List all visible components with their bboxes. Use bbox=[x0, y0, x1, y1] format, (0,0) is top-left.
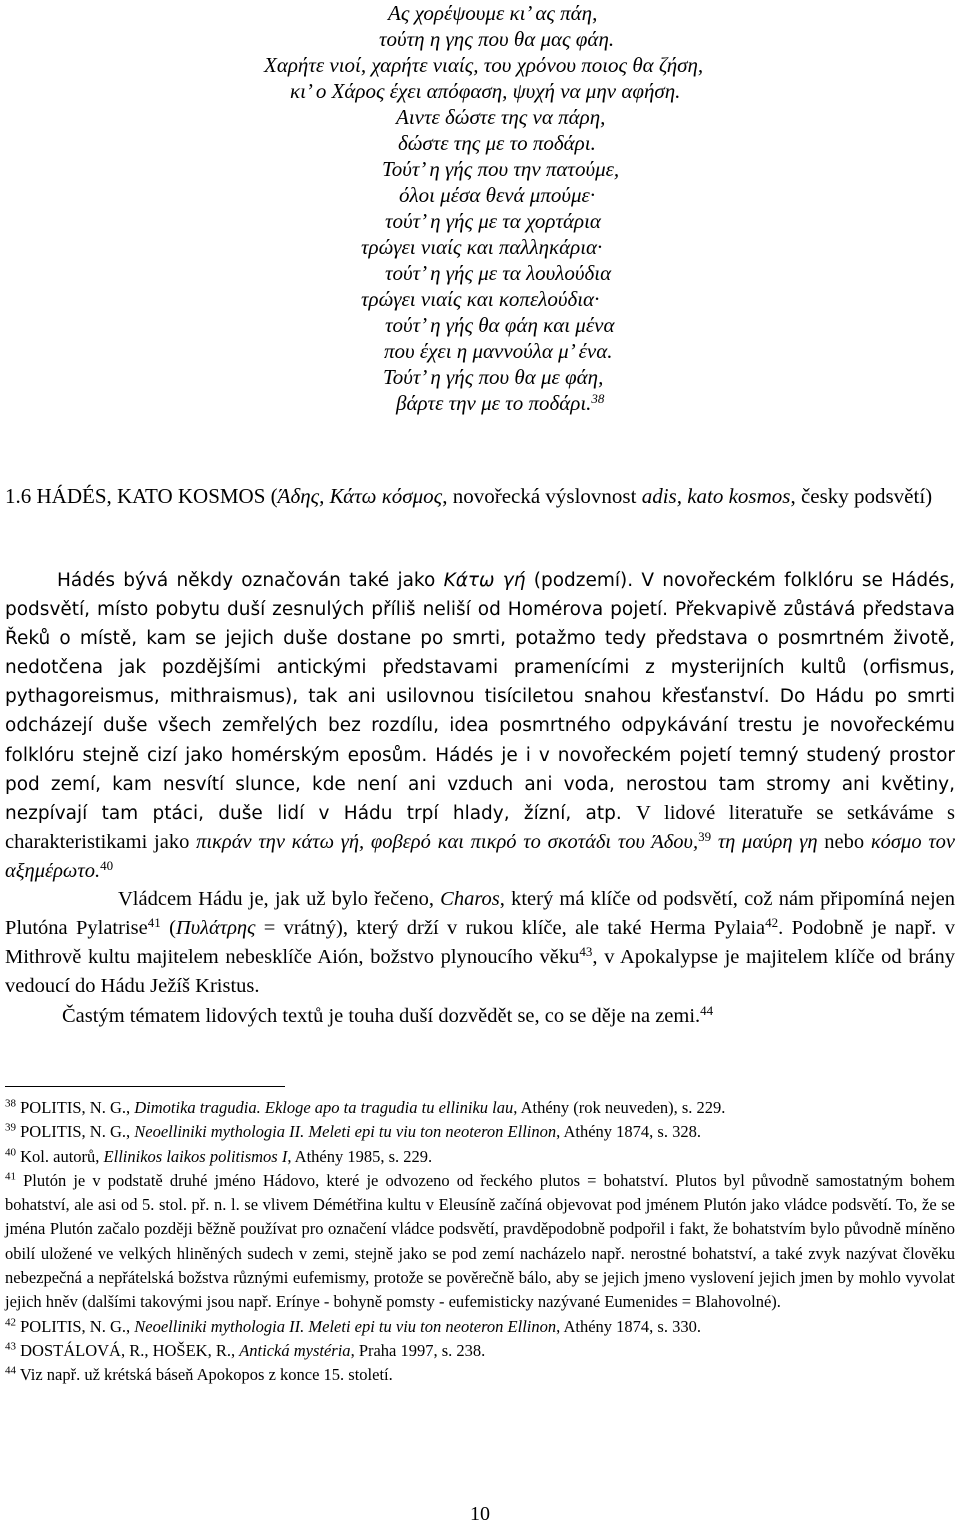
footnote-text: , Praha 1997, s. 238. bbox=[350, 1340, 486, 1360]
poem-line: κι’ ο Χάρος έχει απόφαση, ψυχή να μην αφήση. bbox=[290, 79, 681, 103]
footnote-ref: 41 bbox=[147, 914, 161, 930]
footnote-number: 41 bbox=[5, 1170, 16, 1183]
par2-text-d: = vrátný), který drží v rukou klíče, ale také Herma Pylaia bbox=[255, 917, 766, 940]
heading-tail: , česky podsvětí) bbox=[790, 484, 933, 508]
page-number: 10 bbox=[470, 1503, 490, 1525]
par1-text-b: (podzemí). V novořeckém folklóru se Hádés, podsvětí, místo pobytu duší zesnulých příliš neliší od Homérova pojetí. Překvapivě zůstává představa Řeků o místě, kam se jejich duše dostane po smrti, potažmo tedy představa o posmrtném životě, nedotčena jak pozdějšími antickými představami pramenícími z mysterijních kultů (orfismus, pythagoreismus, mithraismus), tak ani usilovnou tisíciletou snahou křesťanství. Do Hádu po smrti odcházejí duše všech zemřelých bez rozdílu, idea posmrtného odpykávání trestu je novořeckému folklóru stejně cizí jako homérským eposům. Hádés je i v novořeckém pojetí temný studený prostor pod zemí, kam nesvítí slunce, kde není ani vzduch ani voda, nerostou tam stromy ani květiny, nezpívají tam ptáci, duše lidí v Hádu trpí hlady, žízní, atp. bbox=[5, 570, 955, 824]
footnote-title: Neoelliniki mythologia II. Meleti epi tu viu ton neoteron Ellinon bbox=[134, 1122, 557, 1142]
section-heading bbox=[5, 482, 955, 510]
par1-greek-a: Κάτω γή bbox=[443, 570, 526, 591]
footnote-title: Antická mystéria bbox=[239, 1340, 351, 1360]
paragraph-1 bbox=[5, 566, 955, 886]
poem-line bbox=[396, 390, 604, 416]
footnote-ref: 39 bbox=[698, 828, 712, 844]
poem-line: Χαρήτε νιοί, χαρήτε νιαίς, του χρόνου ποιος θα ζήση, bbox=[264, 53, 704, 77]
footnote-text: , Athény (rok neuveden), s. 229. bbox=[513, 1098, 726, 1117]
heading-number: 1.6 bbox=[5, 484, 32, 508]
footnote-number: 38 bbox=[5, 1097, 16, 1110]
par3-text: Častým tématem lidových textů je touha duší dozvědět se, co se děje na zemi. bbox=[62, 1005, 701, 1027]
par1-text-a: Hádés bývá někdy označován také jako bbox=[57, 570, 444, 591]
poem-line: τρώγει νιαίς και παλληκάρια· bbox=[361, 235, 603, 259]
par2-text-a: Vládcem Hádu je, jak už bylo řečeno, bbox=[118, 888, 441, 910]
poem-line: τούτ’ η γής με τα λουλούδια bbox=[385, 261, 612, 285]
footnote-number: 43 bbox=[5, 1340, 16, 1353]
par1-greek-d: κόσμο τον αξημέρωτο. bbox=[5, 830, 956, 882]
footnote-title: Ellinikos laikos politismos I bbox=[103, 1146, 288, 1166]
par2-text-b: , který má klíče od podsvětí, což nám připomíná nejen Plutóna Pylatrise bbox=[5, 888, 956, 940]
footnote-text: , Athény 1874, s. 328. bbox=[556, 1122, 701, 1142]
footnote-38 bbox=[5, 1096, 955, 1120]
par2-greek: Πυλάτρης bbox=[175, 917, 256, 940]
footnote-number: 42 bbox=[5, 1316, 16, 1329]
footnote-text: POLITIS, N. G., bbox=[16, 1122, 135, 1142]
poem-line: όλοι μέσα θενά μπούμε· bbox=[399, 183, 596, 207]
footnote-title: Dimotika tragudia. Ekloge apo ta tragudia tu elliniku lau bbox=[134, 1098, 514, 1117]
paragraph-3 bbox=[5, 1002, 955, 1031]
footnote-41 bbox=[5, 1169, 955, 1315]
heading-translit: adis, kato kosmos bbox=[641, 484, 791, 508]
footnote-number: 44 bbox=[5, 1364, 16, 1377]
par2-charos: Charos bbox=[440, 888, 500, 910]
footnote-text: , Athény 1874, s. 330. bbox=[556, 1316, 701, 1336]
poem-line: Τούτ’ η γής που θα με φάη, bbox=[383, 365, 604, 389]
paragraph-2 bbox=[5, 885, 955, 1001]
footnote-ref: 40 bbox=[100, 857, 114, 873]
poem-line: Τούτ’ η γής που την πατούμε, bbox=[382, 157, 620, 181]
footnote-ref: 44 bbox=[700, 1002, 714, 1018]
footnote-text: Plutón je v podstatě druhé jméno Hádovo, které je odvozeno od řeckého plutos = bohatství. Plutos byl původně samostatným bohem bohatství, ale asi od 5. stol. př. n. l. se vlivem Démétřina kultu v Eleusíně začíná objevovat pod jménem Plutón jako vládce podsvětí. To, že se jména Plutón začalo později běžně používat pro označení vládce podsvětí, pravděpodobně podpořil i fakt, že bohatstvím bylo původně míněno obilí uložené ve velkých hliněných sudech v zemi, stejně jako se pod zemí nacházelo např. nerostné bohatství, a také zvyk nazývat člověku nebezpečná a nepřátelská božstva různými eufemismy, protože se pověrečně bálo, aby se jejich jmeno vyslovení jejich jmen by mohlo vyvolat jejich hněv (dalšími takovými jsou např. Erínye - bohyně pomsty - eufemisticky nazývané Eumenides = Blahovolné). bbox=[5, 1170, 955, 1312]
footnote-ref: 38 bbox=[591, 390, 605, 406]
footnote-text: DOSTÁLOVÁ, R., HOŠEK, R., bbox=[16, 1340, 240, 1360]
heading-greek: Άδης, Κάτω κόσμος bbox=[277, 484, 443, 508]
footnote-title: Neoelliniki mythologia II. Meleti epi tu viu ton neoteron Ellinon bbox=[134, 1316, 557, 1336]
poem-line: Ας χορέψουμε κι’ ας πάη, bbox=[388, 1, 598, 25]
footnote-text: POLITIS, N. G., bbox=[16, 1098, 135, 1117]
footnote-text: POLITIS, N. G., bbox=[16, 1316, 135, 1336]
poem-line: τούτ’ η γής θα φάη και μένα bbox=[385, 313, 615, 337]
footnote-40 bbox=[5, 1145, 955, 1169]
par1-text-c: V lidové literatuře se setkáváme s charakteristikami jako bbox=[5, 801, 955, 853]
poem-last-line-text: βάρτε την με το ποδάρι. bbox=[396, 391, 592, 415]
footnote-43 bbox=[5, 1339, 955, 1363]
footnote-text: , Athény 1985, s. 229. bbox=[287, 1146, 433, 1166]
poem-line: δώστε της με το ποδάρι. bbox=[398, 131, 596, 155]
footnote-text: Kol. autorů, bbox=[16, 1146, 104, 1166]
par2-text-f: , v Apokalypse je majitelem klíče od brány vedoucí do Hádu Ježíš Kristus. bbox=[5, 946, 956, 998]
footnote-ref: 43 bbox=[579, 944, 593, 960]
footnote-separator bbox=[5, 1086, 285, 1087]
poem-line: που έχει η μαννούλα μ’ ένα. bbox=[384, 339, 613, 363]
par2-text-e: . Podobně je např. v Mithrově kultu majitelem nebesklíče Aión, božstvo plynoucího věku bbox=[5, 917, 955, 969]
heading-title: HÁDÉS, KATO KOSMOS ( bbox=[36, 484, 278, 508]
footnote-ref: 42 bbox=[765, 914, 779, 930]
poem-line: τούτ’ η γής με τα χορτάρια bbox=[385, 209, 601, 233]
par1-text-d: nebo bbox=[817, 830, 871, 853]
footnotes bbox=[5, 1096, 955, 1388]
poem-line: Αιντε δώστε της να πάρη, bbox=[396, 105, 606, 129]
footnote-text: Viz např. už krétská báseň Apokopos z konce 15. století. bbox=[16, 1365, 393, 1385]
par2-text-c: ( bbox=[160, 917, 176, 940]
footnote-39 bbox=[5, 1120, 955, 1144]
par1-greek-b: πικράν την κάτω γή, φοβερό και πικρό το σκοτάδι του Άδου, bbox=[196, 830, 699, 853]
poem-line: τρώγει νιαίς και κοπελούδια· bbox=[361, 287, 600, 311]
footnote-number: 40 bbox=[5, 1146, 16, 1158]
footnote-number: 39 bbox=[5, 1121, 16, 1134]
footnote-44 bbox=[5, 1363, 955, 1387]
poem-line: τούτη η γης που θα μας φάη. bbox=[379, 27, 615, 51]
heading-mid: , novořecká výslovnost bbox=[442, 484, 642, 508]
par1-greek-c: τη μαύρη γη bbox=[711, 830, 818, 853]
footnote-42 bbox=[5, 1315, 955, 1339]
